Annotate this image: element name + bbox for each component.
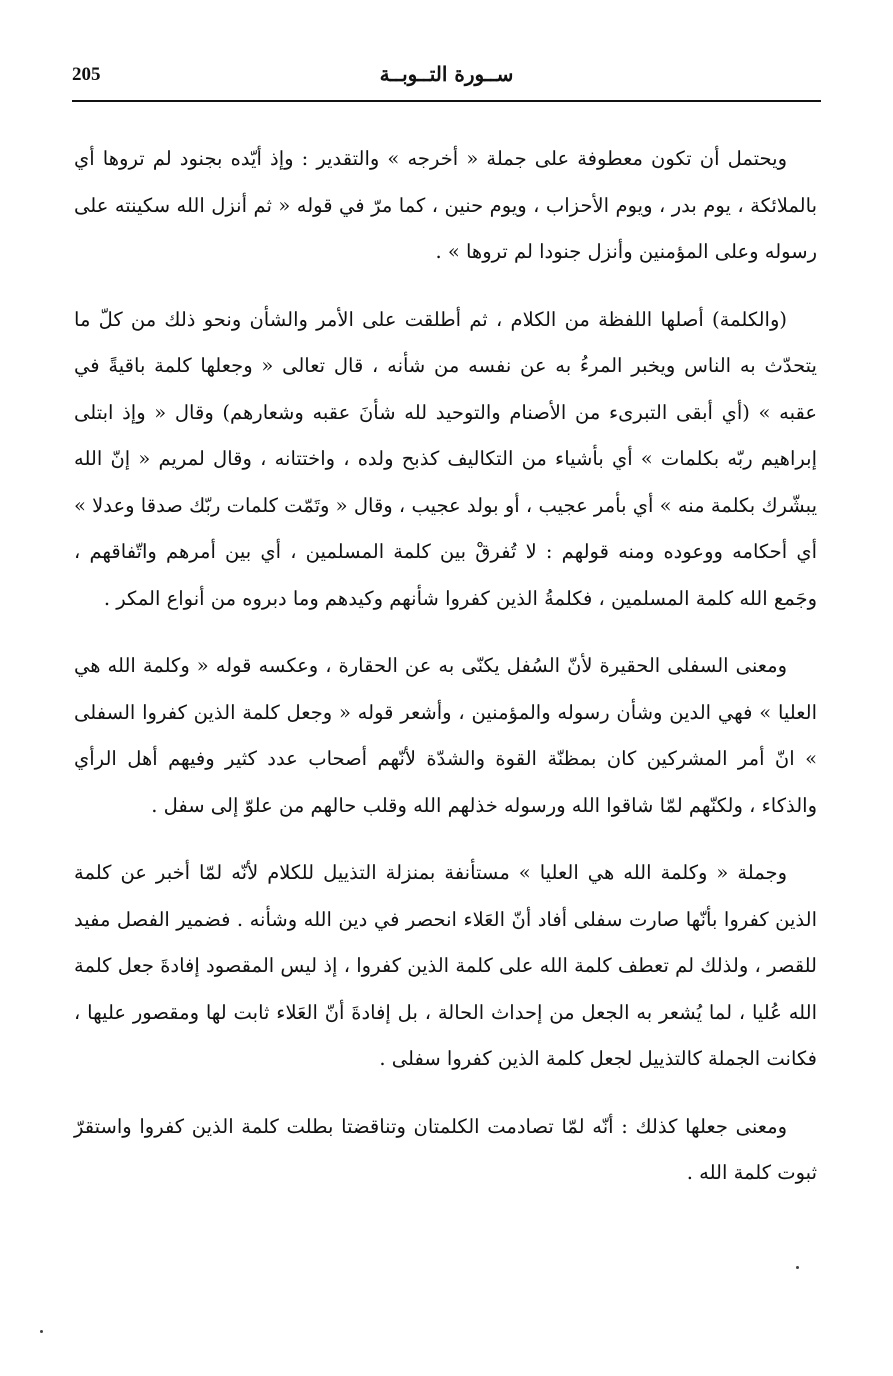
scan-speck [40, 1330, 43, 1333]
paragraph-3: ومعنى السفلى الحقيرة لأنّ السُفل يكنّى به عن الحقارة ، وعكسه قوله « وكلمة الله هي العليا » فهي الدين وشأن رسوله والمؤمنين ، وأشعر قوله « وجعل كلمة الذين كفروا السفلى » انّ أمر المشركين كان بمظنّة القوة والشدّة لأنّهم أصحاب عدد كثير وفيهم أهل الرأي والذكاء ، ولكنّهم لمّا شاقوا الله ورسوله خذلهم الله وقلب حالهم من علوّ إلى سفل . [74, 654, 817, 817]
paragraph-5: ومعنى جعلها كذلك : أنّه لمّا تصادمت الكلمتان وتناقضتا بطلت كلمة الذين كفروا واستقرّ ثبوت كلمة الله . [74, 1114, 817, 1184]
page-body [74, 136, 817, 1218]
page-header [72, 62, 821, 96]
running-title: ســورة التــوبــة [379, 62, 514, 86]
paragraph-2: (والكلمة) أصلها اللفظة من الكلام ، ثم أطلقت على الأمر والشأن ونحو ذلك من كلّ ما يتحدّث به الناس ويخبر المرءُ به عن نفسه من شأنه ، قال تعالى « وجعلها كلمة باقيةً في عقبه » (أي أبقى التبرىء من الأصنام والتوحيد لله شأنَ عقبه وشعارهم) وقال « وإذ ابتلى إبراهيم ربّه بكلمات » أي بأشياء من التكاليف كذبح ولده ، واختتانه ، وقال لمريم « إنّ الله يبشّرك بكلمة منه » أي بأمر عجيب ، أو بولد عجيب ، وقال « وتَمّت كلمات ربّك صدقا وعدلا » أي أحكامه ووعوده ومنه قولهم : لا تُفرقْ بين كلمة المسلمين ، أي بين أمرهم واتّفاقهم ، وجَمع الله كلمة المسلمين ، فكلمةُ الذين كفروا شأنهم وكيدهم وما دبروه من أنواع المكر . [74, 307, 817, 610]
header-divider [72, 100, 821, 102]
scan-speck [796, 1266, 799, 1269]
page-number: 205 [72, 64, 101, 85]
paragraph-1: ويحتمل أن تكون معطوفة على جملة « أخرجه » والتقدير : وإذ أيّده بجنود لم تروها أي بالملائكة ، يوم بدر ، ويوم الأحزاب ، ويوم حنين ، كما مرّ في قوله « ثم أنزل الله سكينته على رسوله وعلى المؤمنين وأنزل جنودا لم تروها » . [74, 147, 817, 263]
paragraph-4: وجملة « وكلمة الله هي العليا » مستأنفة بمنزلة التذييل للكلام لأنّه لمّا أخبر عن كلمة الذين كفروا بأنّها صارت سفلى أفاد أنّ العَلاء انحصر في دين الله وشأنه . فضمير الفصل مفيد للقصر ، ولذلك لم تعطف كلمة الله على كلمة الذين كفروا ، إذ ليس المقصود إفادةَ جعل كلمة الله عُليا ، لما يُشعر به الجعل من إحداث الحالة ، بل إفادةَ أنّ العَلاء ثابت لها ومقصور عليها ، فكانت الجملة كالتذييل لجعل كلمة الذين كفروا سفلى . [74, 861, 817, 1070]
